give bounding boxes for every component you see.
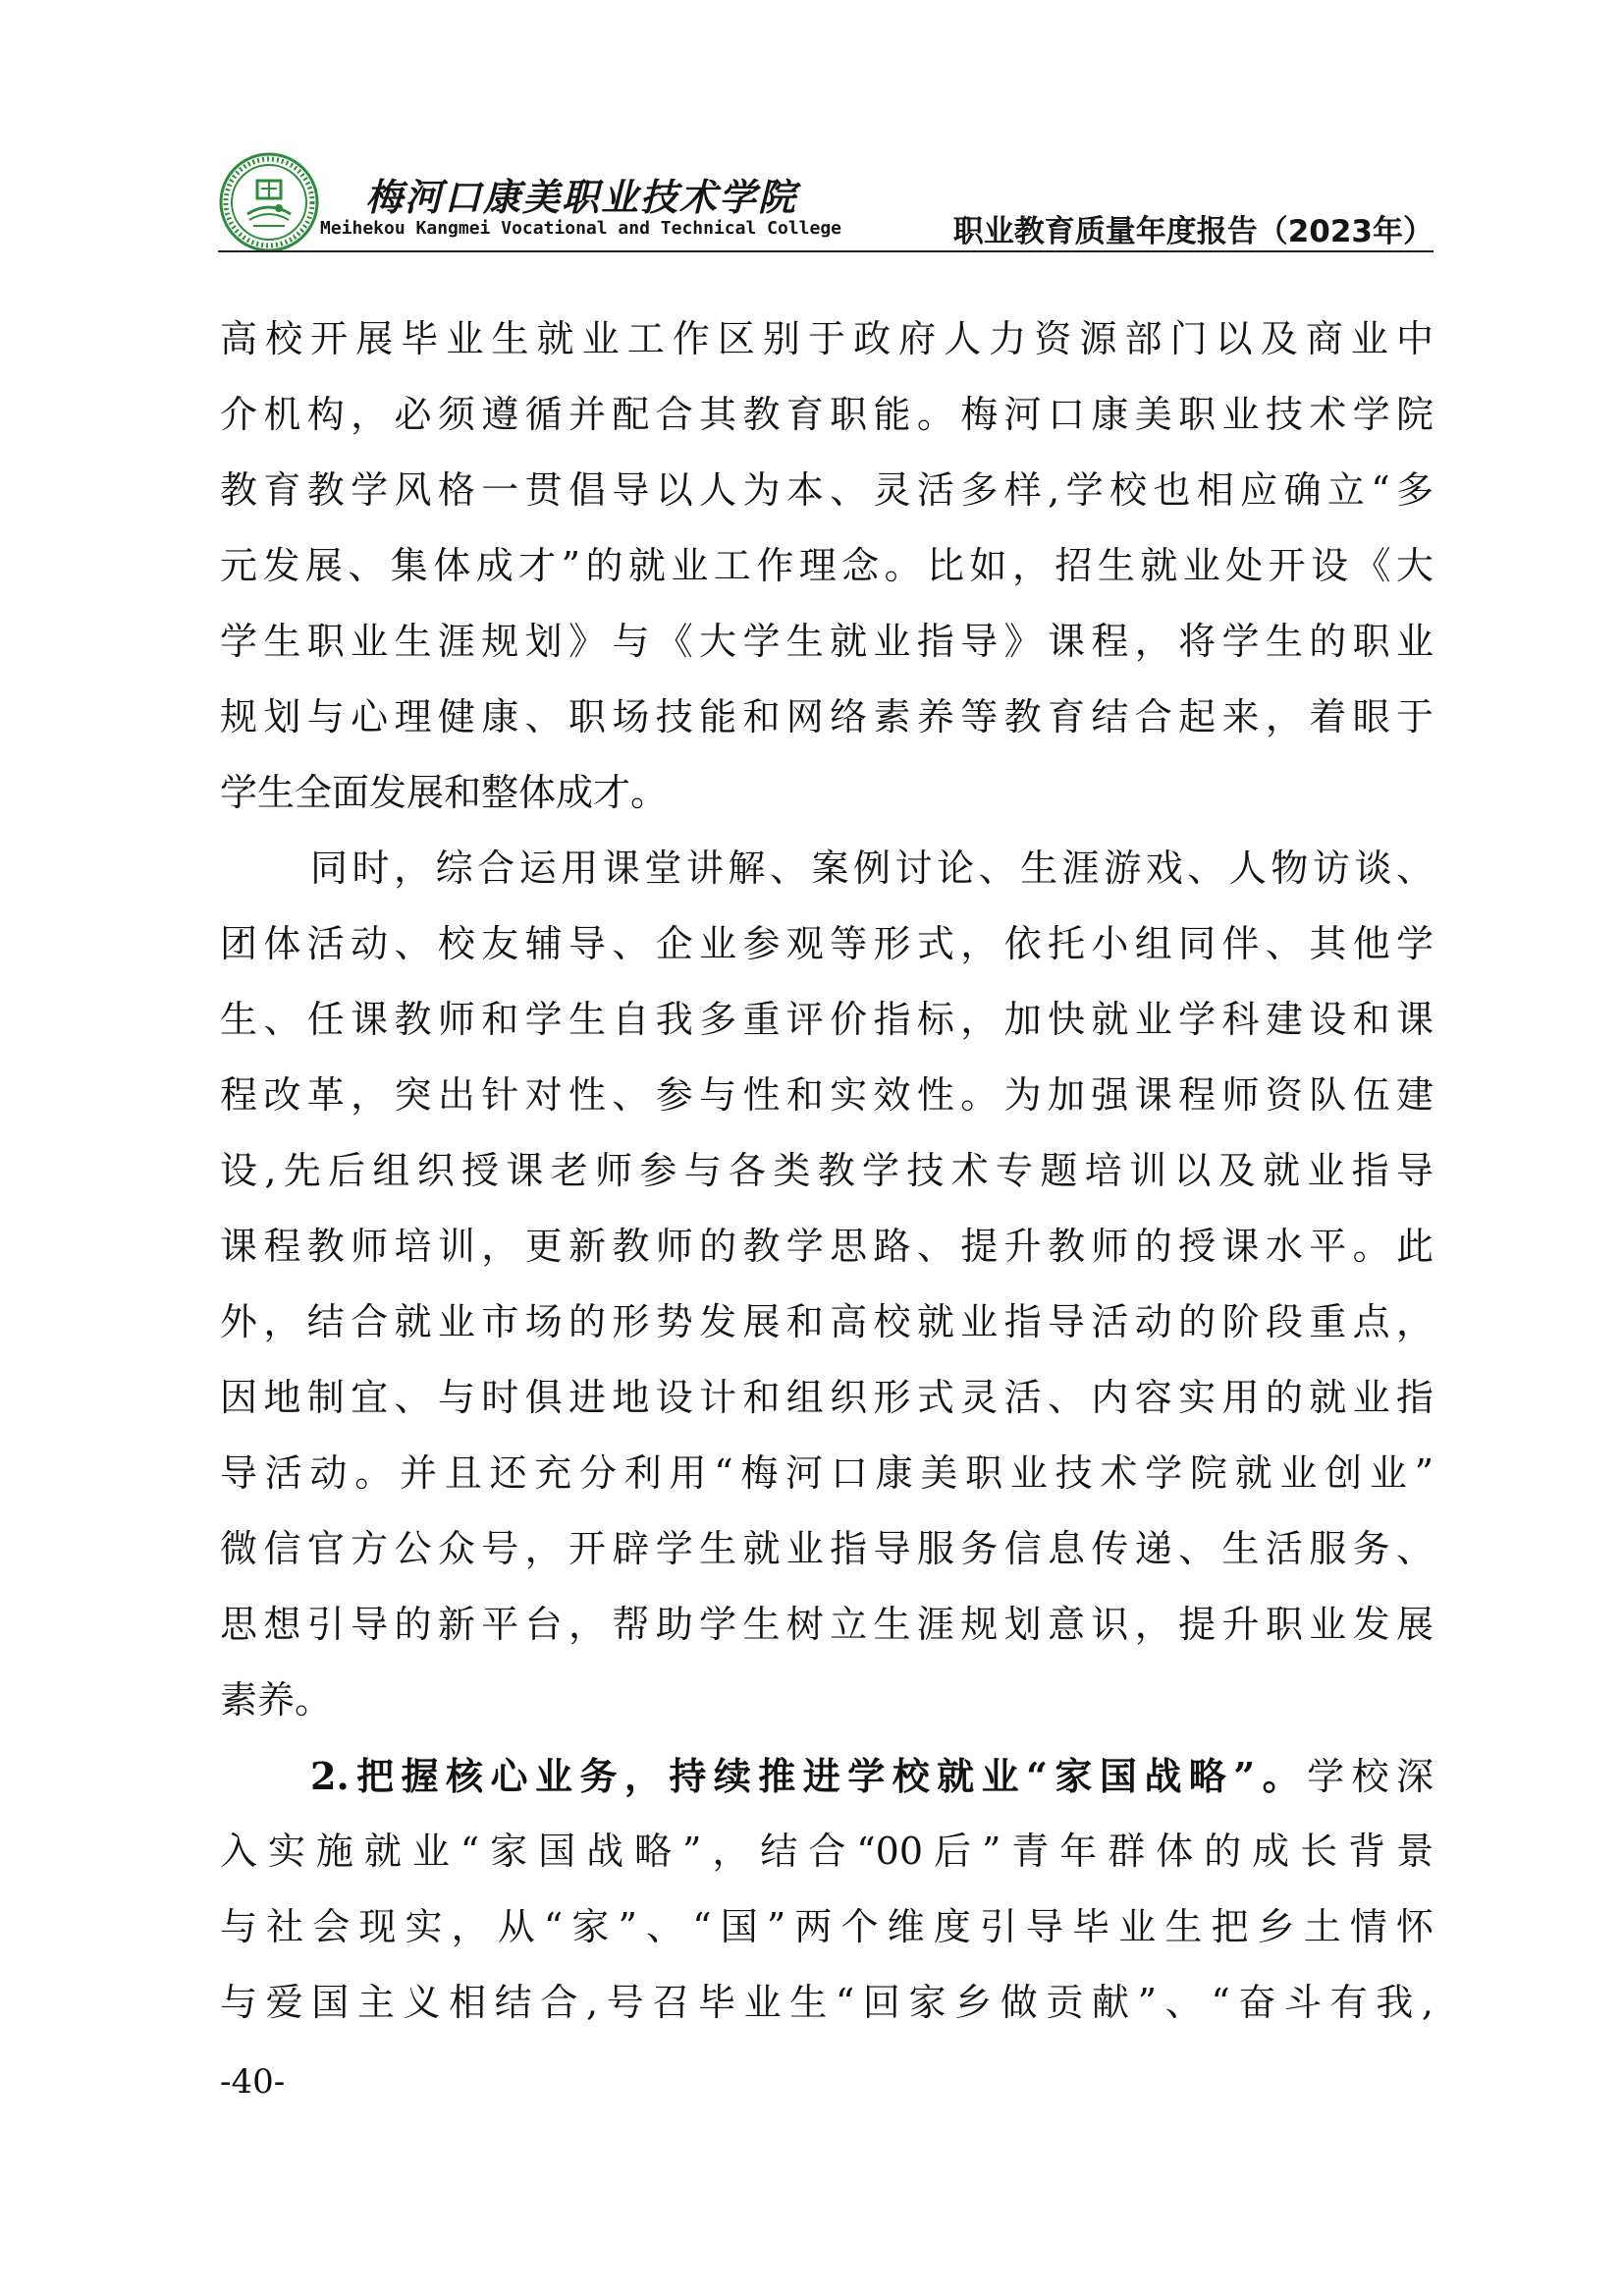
text-line: 学生职业生涯规划》与《大学生就业指导》课程，将学生的职业	[220, 620, 1434, 663]
report-title: 职业教育质量年度报告（2023年）	[952, 214, 1434, 249]
text-line: 高校开展毕业生就业工作区别于政府人力资源部门以及商业中	[220, 317, 1434, 360]
text-line: 学生全面发展和整体成才。	[220, 771, 669, 814]
text-line: 教育教学风格一贯倡导以人为本、灵活多样,学校也相应确立“多	[220, 468, 1434, 512]
text-line: 素养。	[220, 1678, 333, 1722]
school-name-cn: 梅河口康美职业技术学院	[365, 175, 798, 219]
page-header	[218, 147, 1434, 249]
text-line: 介机构，必须遵循并配合其教育职能。梅河口康美职业技术学院	[220, 393, 1434, 436]
section-heading-line	[220, 1738, 1434, 1814]
text-line: 与社会现实，从“家”、“国”两个维度引导毕业生把乡土情怀	[220, 1905, 1434, 1948]
text-line: 生、任课教师和学生自我多重评价指标，加快就业学科建设和课	[220, 998, 1434, 1041]
page-number: -40-	[220, 2062, 286, 2102]
text-line: 规划与心理健康、职场技能和网络素养等教育结合起来，着眼于	[220, 695, 1434, 738]
text-line: 因地制宜、与时俱进地设计和组织形式灵活、内容实用的就业指	[220, 1376, 1434, 1419]
school-name-en: Meihekou Kangmei Vocational and Technical College	[320, 218, 842, 239]
text-line: 同时，综合运用课堂讲解、案例讨论、生涯游戏、人物访谈、	[310, 847, 1434, 890]
section-heading-continuation: 学校深	[1307, 1755, 1434, 1798]
text-line: 思想引导的新平台，帮助学生树立生涯规划意识，提升职业发展	[220, 1603, 1434, 1646]
text-line: 课程教师培训，更新教师的教学思路、提升教师的授课水平。此	[220, 1225, 1434, 1268]
text-line: 与爱国主义相结合,号召毕业生“回家乡做贡献”、“奋斗有我,	[220, 1981, 1434, 2024]
text-line: 元发展、集体成才”的就业工作理念。比如，招生就业处开设《大	[220, 544, 1434, 587]
text-line: 团体活动、校友辅导、企业参观等形式，依托小组同伴、其他学	[220, 922, 1434, 965]
text-line: 设,先后组织授课老师参与各类教学技术专题培训以及就业指导	[220, 1149, 1434, 1192]
body-text	[220, 301, 1434, 2041]
text-line: 程改革，突出针对性、参与性和实效性。为加强课程师资队伍建	[220, 1073, 1434, 1117]
section-heading: 2.把握核心业务，持续推进学校就业“家国战略”。	[310, 1754, 1308, 1798]
text-line: 微信官方公众号，开辟学生就业指导服务信息传递、生活服务、	[220, 1527, 1434, 1570]
text-line: 外，结合就业市场的形势发展和高校就业指导活动的阶段重点，	[220, 1300, 1434, 1343]
school-seal-logo-icon	[218, 151, 320, 253]
header-rule	[218, 250, 1434, 252]
text-line: 导活动。并且还充分利用“梅河口康美职业技术学院就业创业”	[220, 1451, 1434, 1495]
text-line: 入实施就业“家国战略”，结合“00后”青年群体的成长背景	[220, 1830, 1434, 1873]
